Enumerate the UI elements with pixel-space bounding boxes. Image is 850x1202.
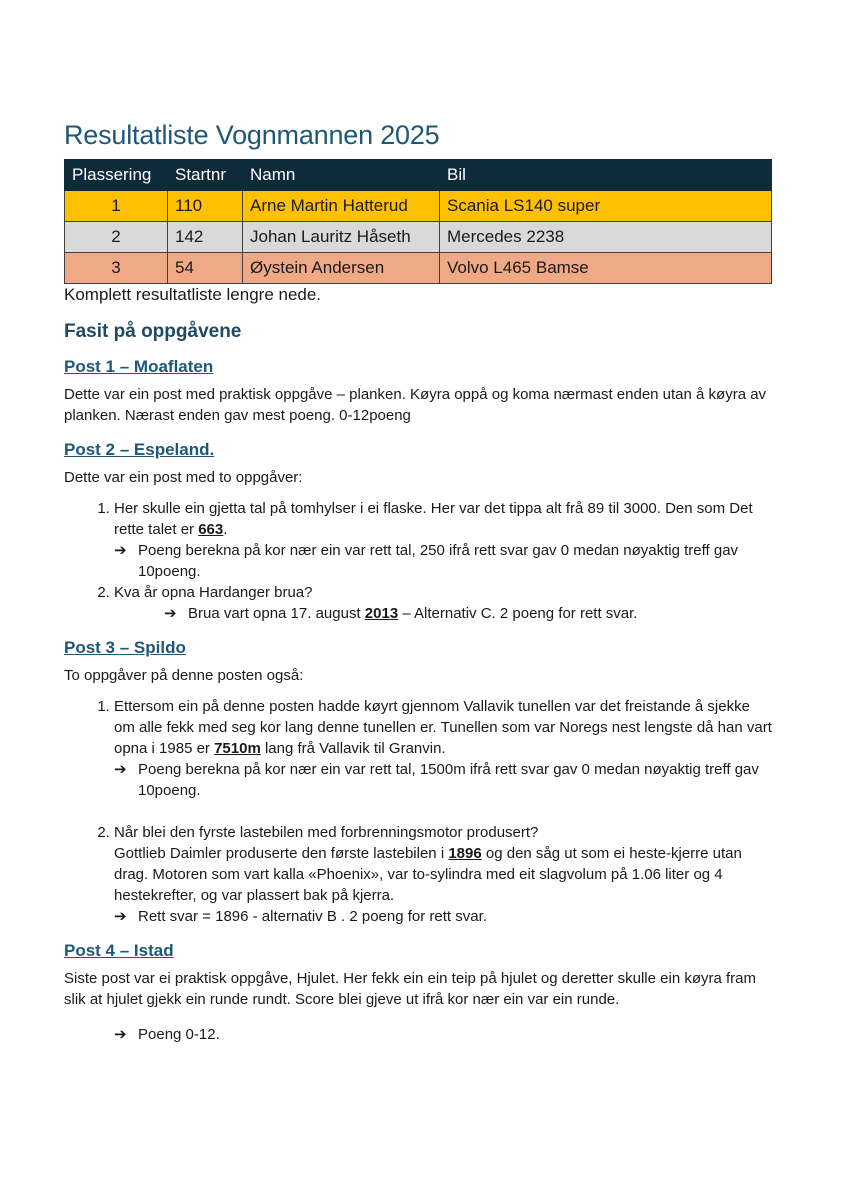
post3-q2-question: 2. Når blei den fyrste lastebilen med forbrenningsmotor produsert? xyxy=(114,824,539,841)
post2-q2-arrow-text: Brua vart opna 17. august xyxy=(188,605,365,622)
post2-q2-answer: 2013 xyxy=(364,605,399,622)
post1-heading: Post 1 – Moaflaten xyxy=(64,357,214,376)
post3-q1-arrow-text: Poeng berekna på kor nær ein var rett tal, 1500m ifrå rett svar gav 0 medan nøyaktig treff gav 10poeng. xyxy=(138,761,759,799)
header-namn: Namn xyxy=(243,160,440,191)
table-row xyxy=(65,222,772,253)
post3-q2-text: Gottlieb Daimler produserte den første lastebilen i xyxy=(114,845,449,862)
post3-q1-arrow-line xyxy=(114,759,774,801)
list-item xyxy=(114,582,774,624)
cell-namn: Arne Martin Hatterud xyxy=(243,191,440,222)
list-item xyxy=(114,822,774,927)
post2-q2-text: Kva år opna Hardanger brua? xyxy=(114,584,313,601)
cell-namn: Johan Lauritz Håseth xyxy=(243,222,440,253)
post2-intro: Dette var ein post med to oppgåver: xyxy=(64,469,303,486)
post4-arrow-text: Poeng 0-12. xyxy=(138,1026,220,1043)
post2-q2-arrow-end: – Alternativ C. 2 poeng for rett svar. xyxy=(398,605,638,622)
post3-heading: Post 3 – Spildo xyxy=(64,638,186,657)
table-row xyxy=(65,253,772,284)
page-title: Resultatliste Vognmannen 2025 xyxy=(64,120,440,150)
post4-heading: Post 4 – Istad xyxy=(64,941,174,960)
post2-task-list xyxy=(64,498,774,624)
arrow-right-icon: ➔ xyxy=(114,1026,127,1043)
post3-intro: To oppgåver på denne posten også: xyxy=(64,667,304,684)
cell-plassering: 1 xyxy=(65,191,168,222)
cell-plassering: 3 xyxy=(65,253,168,284)
post4-text: Siste post var ei praktisk oppgåve, Hjulet. Her fekk ein ein teip på hjulet og deretter skulle ein køyra fram slik at hjulet gjekk ein runde rundt. Score blei gjeve ut ifrå kor nær ein var ein runde. xyxy=(64,970,756,1008)
post3-q2-arrow-line xyxy=(114,906,774,927)
post2-q1-answer: 663 xyxy=(198,521,224,538)
arrow-right-icon: ➔ xyxy=(114,542,127,559)
header-plassering: Plassering xyxy=(65,160,168,191)
cell-plassering: 2 xyxy=(65,222,168,253)
post2-q1-end: . xyxy=(223,521,228,538)
post2-q1-text: Her skulle ein gjetta tal på tomhylser i ei flaske. Her var det tippa alt frå 89 til 3000. Den som Det rette talet er xyxy=(114,500,753,538)
cell-startnr: 54 xyxy=(168,253,243,284)
post3-q1-text: Ettersom ein på denne posten hadde køyrt gjennom Vallavik tunellen var det freistande å sjekke om alle fekk med seg kor lang denne tunellen er. Tunellen som var Noregs nest lengste då han vart opna i 1985 er xyxy=(114,698,772,757)
cell-namn: Øystein Andersen xyxy=(243,253,440,284)
cell-startnr: 142 xyxy=(168,222,243,253)
list-item xyxy=(114,498,774,582)
arrow-right-icon: ➔ xyxy=(164,605,177,622)
post2-q2-arrow-line xyxy=(164,603,774,624)
results-note: Komplett resultatliste lengre nede. xyxy=(64,285,322,304)
header-bil: Bil xyxy=(440,160,772,191)
cell-bil: Scania LS140 super xyxy=(440,191,772,222)
list-item xyxy=(114,696,774,822)
post2-q1-arrow-text: Poeng berekna på kor nær ein var rett tal, 250 ifrå rett svar gav 0 medan nøyaktig treff gav 10poeng. xyxy=(138,542,739,580)
table-header-row xyxy=(65,160,772,191)
cell-startnr: 110 xyxy=(168,191,243,222)
post1-text: Dette var ein post med praktisk oppgåve – planken. Køyra oppå og koma nærmast enden utan å køyra av planken. Nærast enden gav mest poeng. 0-12poeng xyxy=(64,386,767,424)
post2-q1-arrow-line xyxy=(114,540,774,582)
arrow-right-icon: ➔ xyxy=(114,908,127,925)
post3-task-list xyxy=(64,696,774,927)
post4-arrow-line xyxy=(114,1024,774,1045)
cell-bil: Mercedes 2238 xyxy=(440,222,772,253)
header-startnr: Startnr xyxy=(168,160,243,191)
post2-heading: Post 2 – Espeland. xyxy=(64,440,215,459)
post3-q1-end: lang frå Vallavik til Granvin. xyxy=(260,740,446,757)
post3-q1-answer: 7510m xyxy=(214,740,261,757)
results-table xyxy=(64,159,772,284)
arrow-right-icon: ➔ xyxy=(114,761,127,778)
post3-q2-end: og den såg ut som ei heste-kjerre utan drag. Motoren som vart kalla «Phoenix», var to-sylindra med eit slagvolum på 1.06 liter og 4 hestekrefter, og var plassert bak på kjerra. xyxy=(114,845,742,904)
cell-bil: Volvo L465 Bamse xyxy=(440,253,772,284)
post3-q2-answer: 1896 xyxy=(448,845,482,862)
post3-q2-arrow-text: Rett svar = 1896 - alternativ B . 2 poeng for rett svar. xyxy=(138,908,487,925)
section-heading: Fasit på oppgåvene xyxy=(64,321,242,342)
document-page xyxy=(64,120,774,1045)
table-row xyxy=(65,191,772,222)
